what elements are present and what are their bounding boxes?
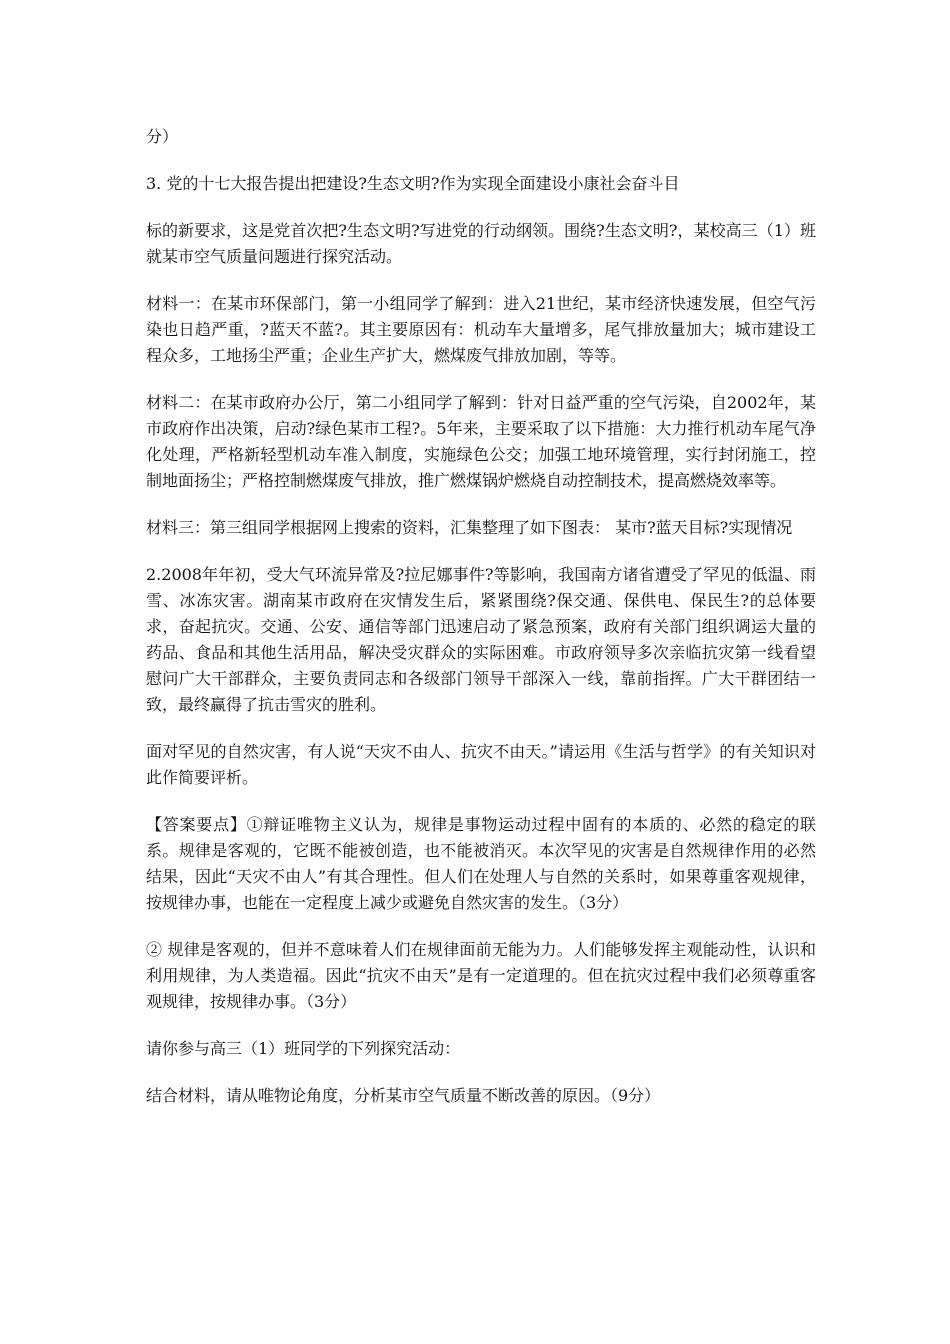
paragraph-question-2: 2.2008年年初，受大气环流异常及?拉尼娜事件?等影响，我国南方诸省遭受了罕见的低温、雨雪、冰冻灾害。湖南某市政府在灾情发生后，紧紧围绕?保交通、保供电、保民生?的总体要求，奋起抗灾。交通、公安、通信等部门迅速启动了紧急预案，政府有关部门组织调运大量的药品、食品和其他生活用品，解决受灾群众的实际困难。市政府领导多次亲临抗灾第一线看望慰问广大干部群众，主要负责同志和各级部门领导干部深入一线，靠前指挥。广大干群团结一致，最终赢得了抗击雪灾的胜利。 [146,565,816,714]
paragraph-answer-point-1: 【答案要点】①辩证唯物主义认为，规律是事物运动过程中固有的本质的、必然的稳定的联系。规律是客观的，它既不能被创造，也不能被消灭。本次罕见的灾害是自然规律作用的必然结果，因此“天灾不由人”有其合理性。但人们在处理人与自然的关系时，如果尊重客观规律，按规律办事，也能在一定程度上减少或避免自然灾害的发生。（3分） [146,815,816,912]
paragraph-material-2: 材料二：在某市政府办公厅，第二小组同学了解到：针对日益严重的空气污染，自2002年，某市政府作出决策，启动?绿色某市工程?。5年来，主要采取了以下措施：大力推行机动车尾气净化处理，严格新轻型机动车准入制度，实施绿色公交；加强工地环境管理，实行封闭施工，控制地面扬尘；严格控制燃煤废气排放，推广燃煤锅炉燃烧自动控制技术，提高燃烧效率等。 [146,393,816,490]
document-body [146,124,816,1130]
paragraph-activity-question: 结合材料，请从唯物论角度，分析某市空气质量不断改善的原因。（9分） [146,1086,661,1105]
paragraph-question-3-intro: 标的新要求，这是党首次把?生态文明?写进党的行动纲领。围绕?生态文明?，某校高三（1）班就某市空气质量问题进行探究活动。 [146,221,816,266]
paragraph-material-3: 材料三：第三组同学根据网上搜索的资料，汇集整理了如下图表： 某市?蓝天目标?实现情况 [146,518,793,537]
paragraph-question-3-title: 3. 党的十七大报告提出把建设?生态文明?作为实现全面建设小康社会奋斗目 [146,174,680,193]
paragraph-question-2-prompt: 面对罕见的自然灾害，有人说“天灾不由人、抗灾不由天。”请运用《生活与哲学》的有关知识对此作简要评析。 [146,742,816,787]
paragraph-answer-point-2: ② 规律是客观的，但并不意味着人们在规律面前无能为力。人们能够发挥主观能动性，认识和利用规律，为人类造福。因此“抗灾不由天”是有一定道理的。但在抗灾过程中我们必须尊重客观规律，按规律办事。（3分） [146,940,816,1011]
paragraph-material-1: 材料一：在某市环保部门，第一小组同学了解到：进入21世纪，某市经济快速发展，但空气污染也日趋严重，?蓝天不蓝?。其主要原因有：机动车大量增多，尾气排放量加大；城市建设工程众多，工地扬尘严重；企业生产扩大，燃煤废气排放加剧，等等。 [146,294,816,365]
paragraph-activity-intro: 请你参与高三（1）班同学的下列探究活动： [146,1039,461,1058]
paragraph-score-tail: 分） [146,127,179,146]
